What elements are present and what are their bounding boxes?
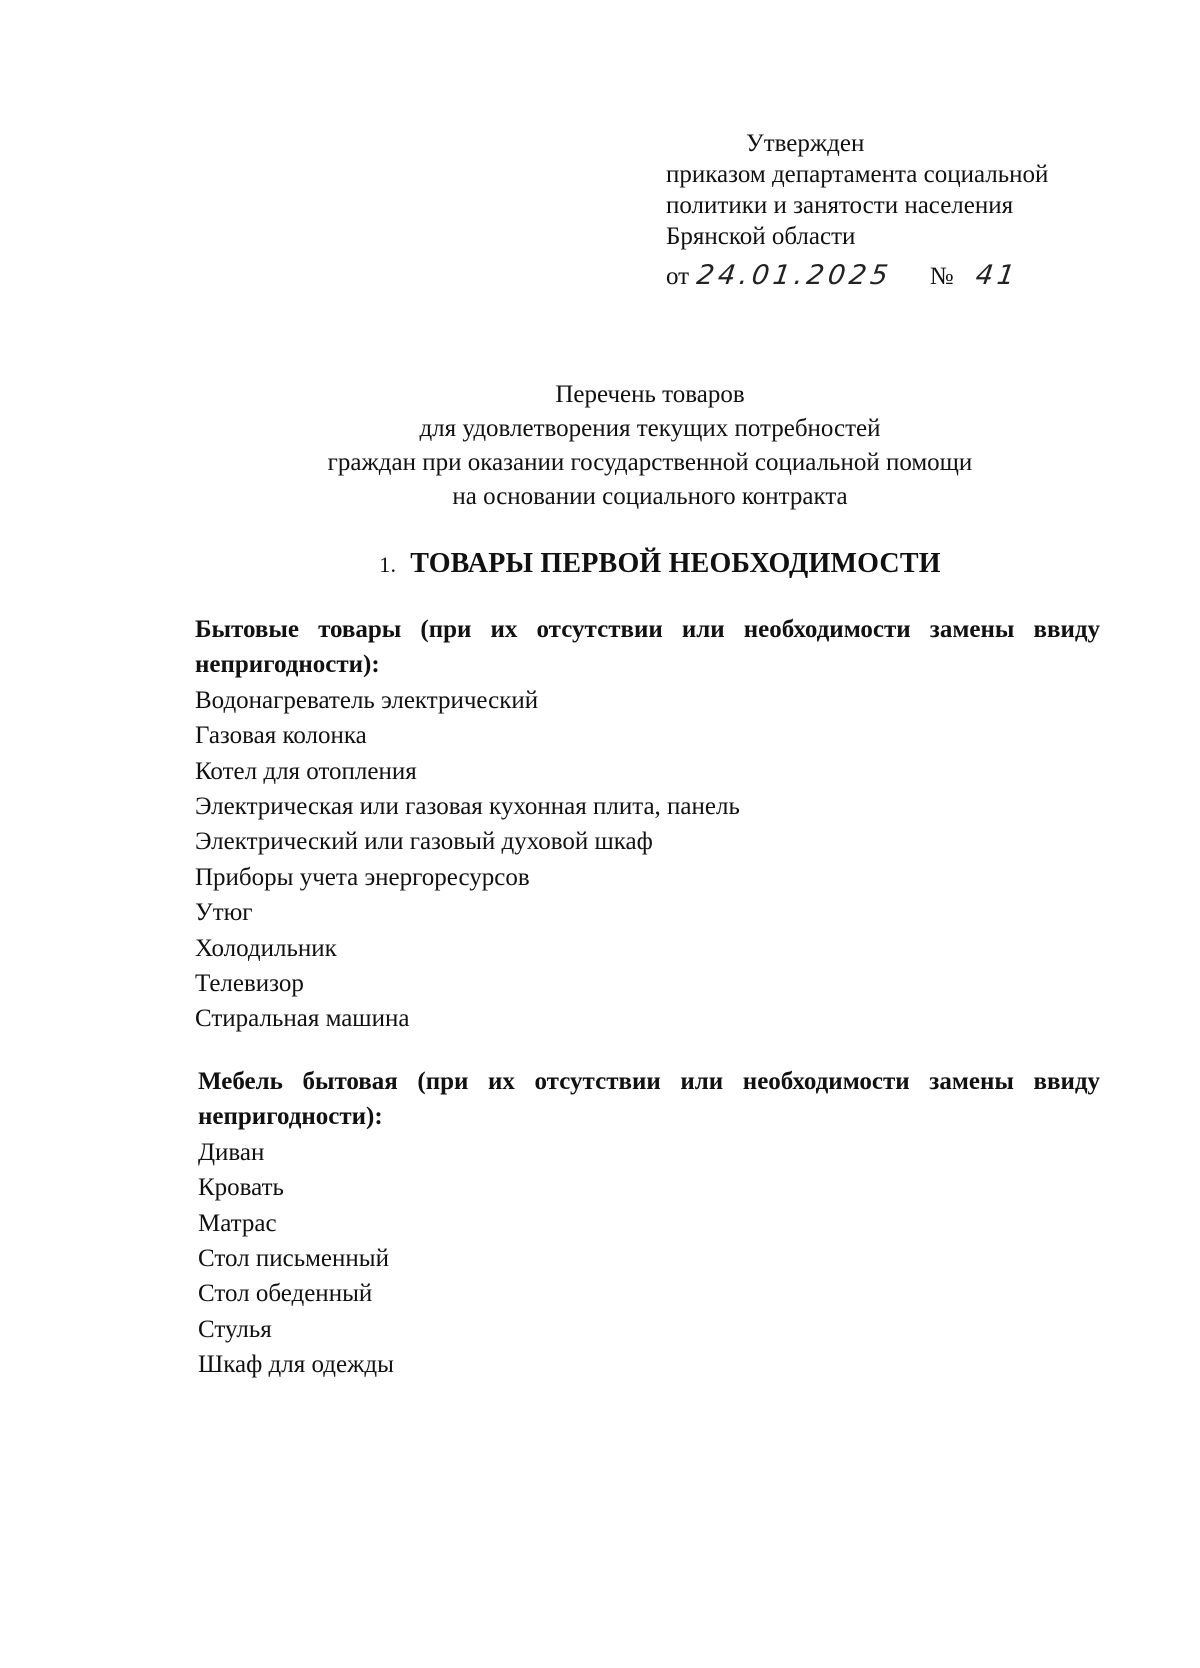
handwritten-date: 24.01.2025: [694, 260, 894, 291]
household-furniture-group: [198, 1064, 1100, 1383]
item-list: [195, 683, 1100, 1037]
list-item: Стол письменный: [198, 1245, 389, 1273]
list-item: Электрическая или газовая кухонная плита, панель: [195, 793, 740, 821]
list-item: Водонагреватель электрический: [195, 686, 539, 714]
list-item: Стол обеденный: [198, 1280, 373, 1308]
list-item: Приборы учета энергоресурсов: [195, 863, 530, 891]
approval-block: [666, 128, 1126, 292]
list-item: Котел для отопления: [195, 757, 417, 785]
group-heading: Мебель бытовая (при их отсутствии или необходимости замены ввиду непригодности):: [198, 1068, 1100, 1131]
approval-line-3: Брянской области: [666, 223, 856, 250]
handwritten-number: 41: [973, 260, 1021, 291]
list-item: Электрический или газовый духовой шкаф: [195, 828, 653, 856]
approval-line-1: приказом департамента социальной: [666, 161, 1049, 188]
date-prefix: от: [666, 263, 690, 290]
document-heading: [200, 378, 1100, 514]
heading-line-4: на основании социального контракта: [452, 483, 848, 510]
list-item: Шкаф для одежды: [198, 1351, 394, 1379]
heading-line-2: для удовлетворения текущих потребностей: [419, 415, 881, 442]
section-number: 1.: [379, 552, 397, 577]
approval-title: Утвержден: [746, 130, 865, 157]
household-goods-group: [195, 612, 1100, 1037]
list-item: Кровать: [198, 1174, 284, 1202]
list-item: Стулья: [198, 1315, 272, 1343]
approval-line-2: политики и занятости населения: [666, 192, 1014, 219]
list-item: Газовая колонка: [195, 722, 367, 750]
item-list: [198, 1135, 1100, 1383]
list-item: Холодильник: [195, 934, 337, 962]
section-title: [200, 548, 1120, 580]
number-sign: №: [929, 263, 954, 290]
list-item: Утюг: [195, 899, 253, 927]
list-item: Телевизор: [195, 970, 304, 998]
section-title-text: ТОВАРЫ ПЕРВОЙ НЕОБХОДИМОСТИ: [410, 548, 941, 579]
group-heading: Бытовые товары (при их отсутствии или необходимости замены ввиду непригодности):: [195, 616, 1100, 679]
list-item: Диван: [198, 1138, 265, 1166]
heading-line-3: граждан при оказании государственной социальной помощи: [327, 449, 973, 476]
approval-date-line: [666, 260, 1126, 292]
list-item: Стиральная машина: [195, 1005, 410, 1033]
list-item: Матрас: [198, 1209, 277, 1237]
heading-line-1: Перечень товаров: [555, 381, 745, 408]
